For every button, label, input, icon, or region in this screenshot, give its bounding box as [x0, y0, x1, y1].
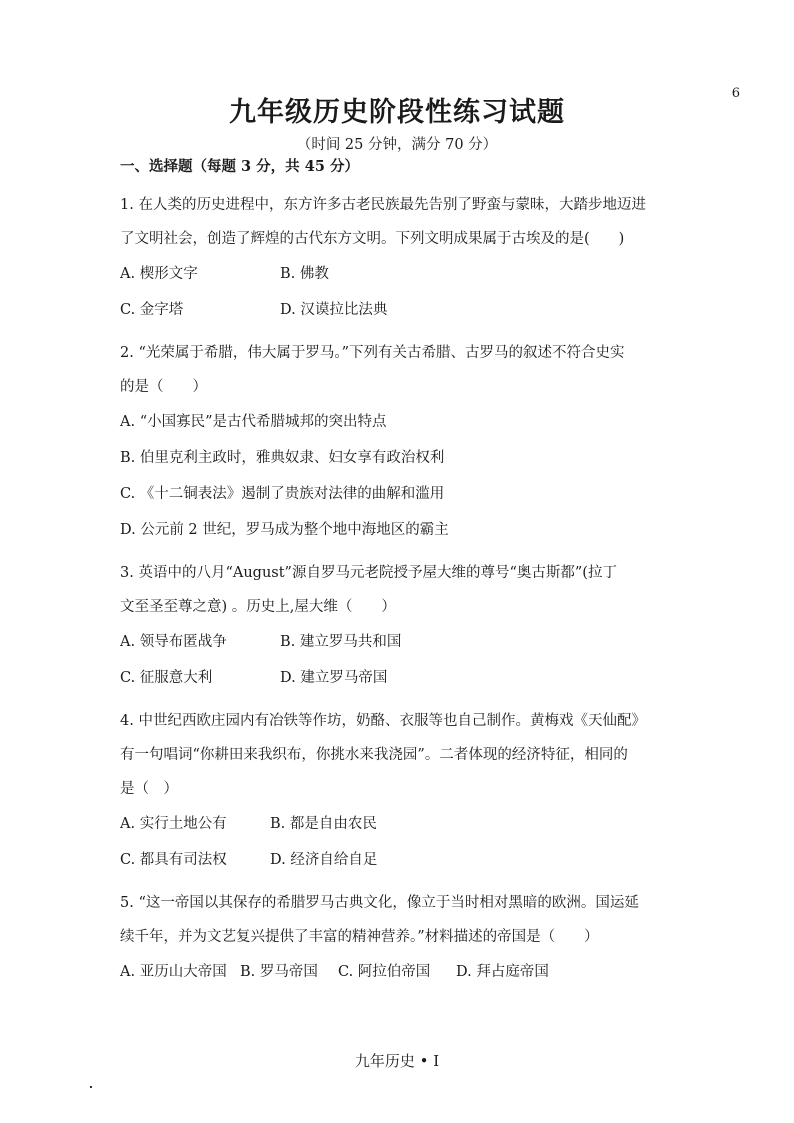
option-b[interactable]: B. 罗马帝国	[240, 964, 318, 980]
option-d[interactable]: D. 汉谟拉比法典	[280, 302, 388, 318]
question-text: 文至圣至尊之意) 。历史上,屋大维（ ）	[120, 599, 396, 615]
option-b[interactable]: B. 都是自由农民	[270, 816, 377, 832]
question-3	[120, 556, 640, 696]
section-title: 一、选择题（每题 3 分，共 45 分）	[120, 158, 359, 175]
option-a[interactable]: A. “小国寡民”是古代希腊城邦的突出特点	[120, 414, 387, 430]
option-a[interactable]: A. 楔形文字	[120, 266, 198, 282]
option-a[interactable]: A. 实行土地公有	[120, 816, 227, 832]
question-text: 5. “这一帝国以其保存的希腊罗马古典文化，像立于当时相对黑暗的欧洲。国运延	[120, 895, 639, 911]
question-text: 了文明社会，创造了辉煌的古代东方文明。下列文明成果属于古埃及的是( )	[120, 231, 625, 247]
options-row	[120, 954, 640, 990]
option-a[interactable]: A. 领导布匿战争	[120, 634, 227, 650]
question-text: 是（ ）	[120, 781, 178, 797]
page-number: 6	[731, 86, 740, 101]
page-footer: 九年历史 • I	[354, 1052, 440, 1070]
option-c[interactable]: C. 《十二铜表法》遏制了贵族对法律的曲解和滥用	[120, 486, 445, 502]
options-row	[120, 806, 640, 842]
question-text: 有一句唱词“你耕田来我织布，你挑水来我浇园”。二者体现的经济特征，相同的	[120, 747, 628, 763]
scan-speck	[90, 1086, 92, 1088]
question-4	[120, 704, 646, 878]
question-text: 1. 在人类的历史进程中，东方许多古老民族最先告别了野蛮与蒙昧，大踏步地迈进	[120, 197, 646, 213]
exam-subtitle: （时间 25 分钟，满分 70 分）	[296, 137, 498, 153]
question-5	[120, 886, 640, 990]
exam-content	[120, 150, 646, 990]
options-row	[120, 292, 640, 328]
options-row	[120, 660, 640, 696]
question-2	[120, 336, 640, 548]
question-text: 4. 中世纪西欧庄园内有冶铁等作坊，奶酪、衣服等也自己制作。黄梅戏《天仙配》	[120, 713, 646, 729]
option-b[interactable]: B. 伯里克利主政时，雅典奴隶、妇女享有政治权利	[120, 450, 445, 466]
option-d[interactable]: D. 经济自给自足	[270, 852, 378, 868]
question-1	[120, 188, 646, 328]
option-c[interactable]: C. 都具有司法权	[120, 852, 227, 868]
option-c[interactable]: C. 征服意大利	[120, 670, 213, 686]
option-a[interactable]: A. 亚历山大帝国	[120, 964, 227, 980]
option-d[interactable]: D. 建立罗马帝国	[280, 670, 388, 686]
option-c[interactable]: C. 金字塔	[120, 302, 184, 318]
options-row	[120, 624, 640, 660]
option-b[interactable]: B. 建立罗马共和国	[280, 634, 402, 650]
question-text: 续千年，并为文艺复兴提供了丰富的精神营养。”材料描述的帝国是（ ）	[120, 929, 599, 945]
option-d[interactable]: D. 拜占庭帝国	[456, 964, 549, 980]
option-b[interactable]: B. 佛教	[280, 266, 329, 282]
page-title: 九年级历史阶段性练习试题	[229, 97, 565, 128]
question-text: 的是（ ）	[120, 379, 207, 395]
option-c[interactable]: C. 阿拉伯帝国	[338, 964, 431, 980]
question-text: 3. 英语中的八月“August”源自罗马元老院授予屋大维的尊号“奥古斯都”(拉丁	[120, 565, 617, 581]
question-text: 2. “光荣属于希腊，伟大属于罗马。”下列有关古希腊、古罗马的叙述不符合史实	[120, 345, 625, 361]
options-row	[120, 842, 640, 878]
option-d[interactable]: D. 公元前 2 世纪，罗马成为整个地中海地区的霸主	[120, 522, 449, 538]
options-row	[120, 256, 640, 292]
